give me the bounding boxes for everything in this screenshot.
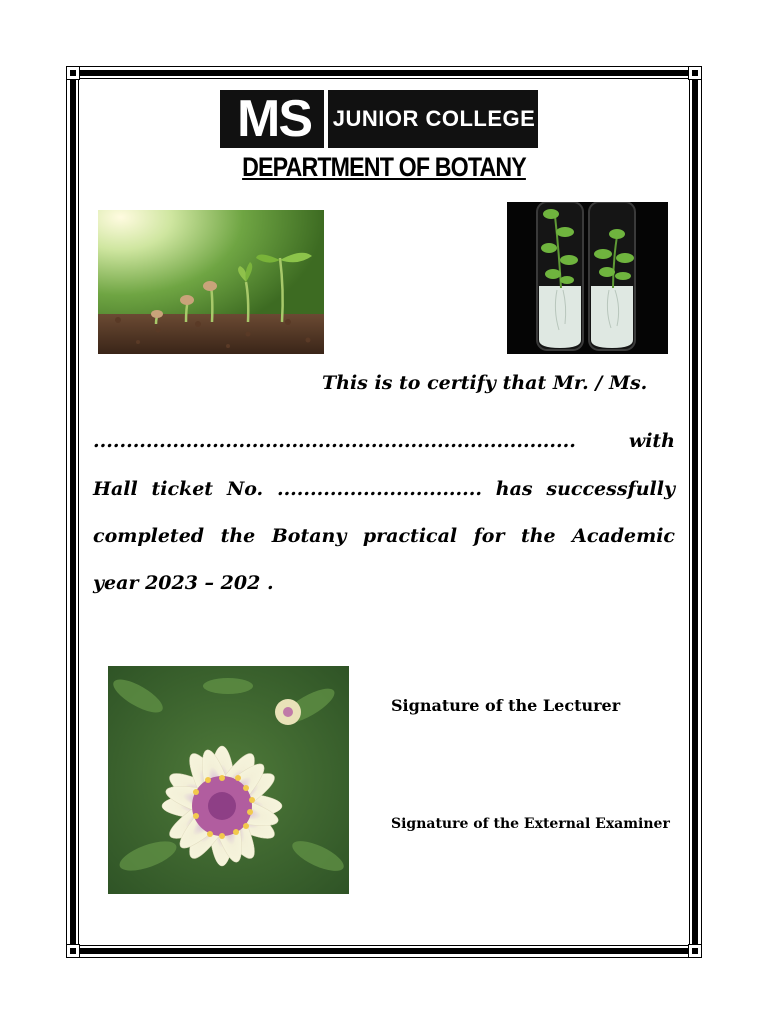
department-title: DEPARTMENT OF BOTANY bbox=[242, 152, 526, 182]
frame-corner-bottom-right bbox=[688, 944, 702, 958]
college-logo bbox=[220, 90, 538, 148]
hall-ticket-line: Hall ticket No. ............................... has successfully bbox=[93, 478, 675, 500]
certify-line: This is to certify that Mr. / Ms. bbox=[322, 372, 648, 394]
frame-corner-bottom-left bbox=[66, 944, 80, 958]
external-examiner-signature-label: Signature of the External Examiner bbox=[391, 816, 670, 832]
completion-line: completed the Botany practical for the Academic bbox=[93, 525, 675, 547]
frame-corner-top-right bbox=[688, 66, 702, 80]
academic-year-line: year 2023 – 202 . bbox=[93, 572, 274, 594]
seedlings-image bbox=[98, 210, 324, 354]
name-blank-line: ......................................................................... with bbox=[93, 430, 675, 452]
logo-junior-college-text: JUNIOR COLLEGE bbox=[332, 106, 536, 131]
frame-corner-top-left bbox=[66, 66, 80, 80]
logo-ms-text: MS bbox=[237, 90, 311, 148]
logo-separator bbox=[324, 90, 328, 148]
flower-image bbox=[108, 666, 349, 894]
test-tubes-image bbox=[507, 202, 668, 354]
lecturer-signature-label: Signature of the Lecturer bbox=[391, 696, 621, 715]
